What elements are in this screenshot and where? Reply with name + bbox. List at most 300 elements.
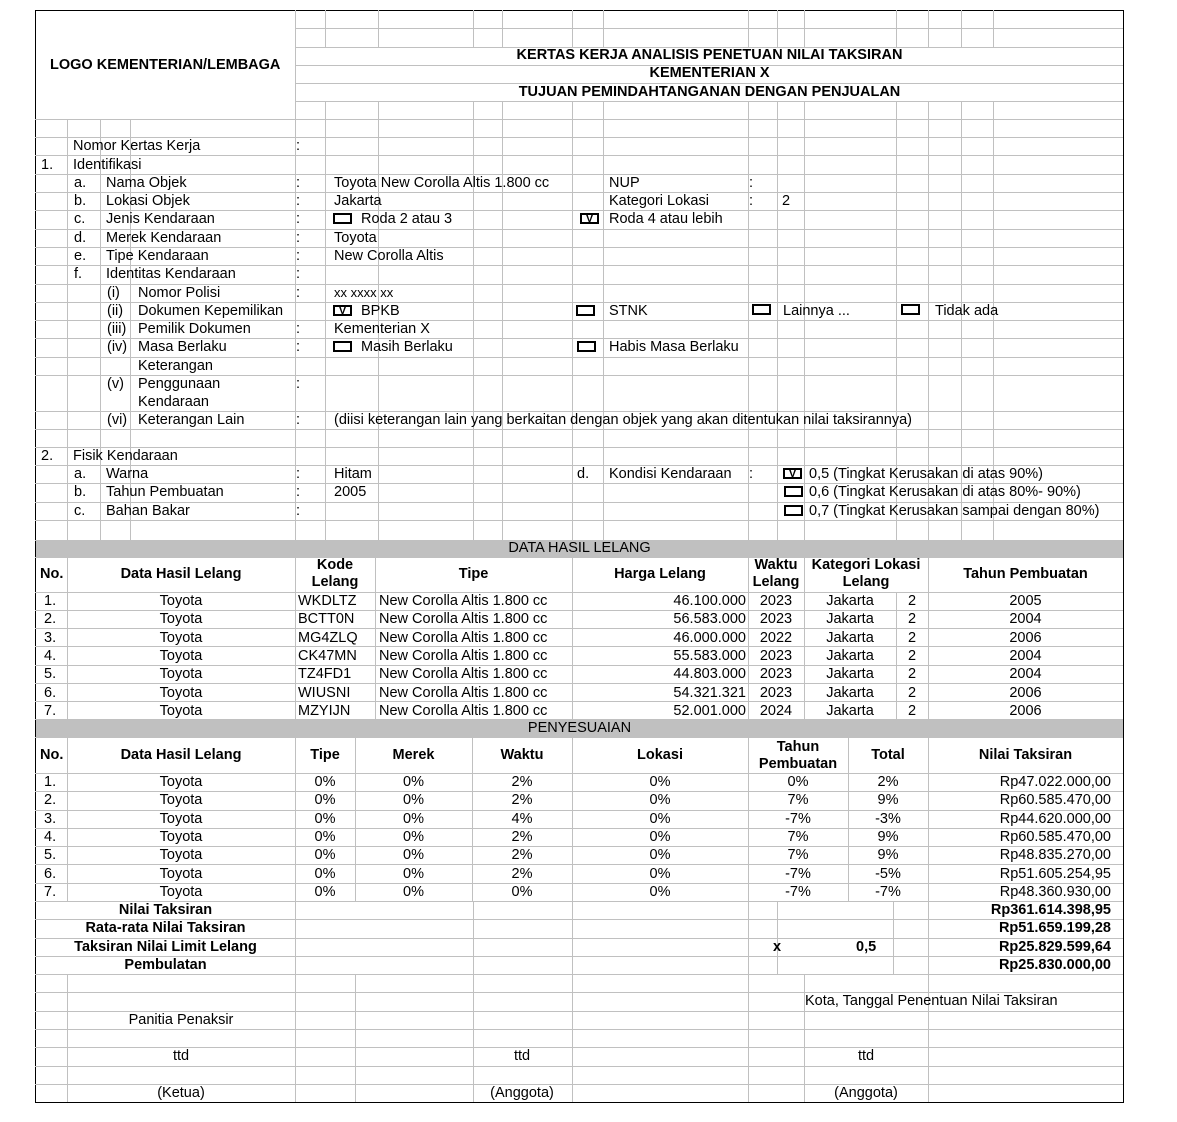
roman-ii: (ii) xyxy=(107,303,124,319)
header-nilai-taksiran: Nilai Taksiran xyxy=(978,747,1073,763)
grid-vline xyxy=(777,101,778,119)
row-merek: 0% xyxy=(403,792,424,809)
header-no: No. xyxy=(40,747,64,763)
document-subtitle-purpose: TUJUAN PEMINDAHTANGANAN DENGAN PENJUALAN xyxy=(518,84,901,100)
penggunaan-kendaraan-value[interactable] xyxy=(334,375,594,393)
place-and-date: Kota, Tanggal Penentuan Nilai Taksiran xyxy=(805,993,1058,1009)
checkbox-roda-4-atau-lebih[interactable]: V xyxy=(580,213,599,224)
row-tahun-pembuatan: 7% xyxy=(787,828,809,845)
row-waktu: 2% xyxy=(511,792,533,809)
row-kode-lelang: CK47MN xyxy=(298,647,357,664)
grid-hline xyxy=(35,974,1123,975)
row-tipe: 0% xyxy=(314,865,336,882)
kondisi-0-6-label: 0,6 (Tingkat Kerusakan di atas 80%- 90%) xyxy=(809,484,1081,500)
grid-vline xyxy=(893,901,894,974)
summary-nilai-taksiran-value: Rp361.614.398,95 xyxy=(990,902,1111,918)
row-data-hasil-lelang: Toyota xyxy=(159,828,203,845)
penggunaan-kendaraan-label: Penggunaan xyxy=(138,376,221,392)
header-kode-lelang-line1: Kode xyxy=(316,557,354,573)
letter-d: d. xyxy=(577,466,590,482)
warna-label: Warna xyxy=(106,466,149,482)
header-tipe: Tipe xyxy=(310,747,340,763)
checkbox-roda-2-atau-3[interactable] xyxy=(333,213,352,224)
row-waktu: 0% xyxy=(511,883,533,900)
row-number: 6. xyxy=(44,684,57,701)
grid-vline xyxy=(67,974,68,1102)
row-merek: 0% xyxy=(403,810,424,827)
row-data-hasil-lelang: Toyota xyxy=(159,774,203,790)
tahun-pembuatan-value[interactable]: 2005 xyxy=(334,484,367,500)
row-total: 2% xyxy=(877,774,899,790)
row-tipe: 0% xyxy=(314,792,336,809)
row-tipe: 0% xyxy=(314,828,336,845)
row-lokasi-lelang: Jakarta xyxy=(826,684,874,701)
merek-kendaraan-value[interactable]: Toyota xyxy=(334,230,377,246)
header-no: No. xyxy=(40,566,64,582)
kategori-lokasi-label: Kategori Lokasi xyxy=(609,193,709,209)
roda-2-atau-3-label: Roda 2 atau 3 xyxy=(361,211,453,227)
colon: : xyxy=(296,230,301,246)
row-number: 6. xyxy=(44,865,57,882)
colon: : xyxy=(296,412,301,428)
row-lokasi-lelang: Jakarta xyxy=(826,647,874,664)
nomor-polisi-value[interactable]: xx xxxx xx xyxy=(334,285,394,300)
kondisi-0-7-label: 0,7 (Tingkat Kerusakan sampai dengan 80%) xyxy=(809,503,1100,519)
fisik-kendaraan-heading: Fisik Kendaraan xyxy=(73,448,178,464)
logo-placeholder: LOGO KEMENTERIAN/LEMBAGA xyxy=(50,57,281,73)
row-lokasi: 0% xyxy=(649,774,671,790)
tahun-pembuatan-label: Tahun Pembuatan xyxy=(106,484,224,500)
letter-b: b. xyxy=(74,484,87,500)
grid-vline xyxy=(295,974,296,1102)
roman-iv: (iv) xyxy=(107,339,128,355)
row-tipe: New Corolla Altis 1.800 cc xyxy=(379,647,548,664)
checkbox-tidak-ada[interactable] xyxy=(901,304,920,315)
lainnya-label: Lainnya ... xyxy=(783,303,850,319)
colon: : xyxy=(749,175,754,191)
letter-a: a. xyxy=(74,175,87,191)
kondisi-0-5-label: 0,5 (Tingkat Kerusakan di atas 90%) xyxy=(809,466,1044,482)
colon: : xyxy=(296,193,301,209)
row-data-hasil-lelang: Toyota xyxy=(159,847,203,864)
nomor-kertas-kerja-label: Nomor Kertas Kerja xyxy=(73,138,201,154)
header-waktu-lelang-line1: Waktu xyxy=(754,557,798,573)
row-tipe: 0% xyxy=(314,774,336,790)
tipe-kendaraan-label: Tipe Kendaraan xyxy=(106,248,209,264)
row-number: 3. xyxy=(44,629,57,646)
row-total: -3% xyxy=(875,810,901,827)
row-kode-lelang: MG4ZLQ xyxy=(298,629,358,646)
row-number: 1. xyxy=(44,593,57,609)
row-waktu: 2% xyxy=(511,774,533,790)
grid-vline xyxy=(572,974,573,1102)
nup-value[interactable] xyxy=(782,174,882,192)
masih-berlaku-label: Masih Berlaku xyxy=(361,339,453,355)
lokasi-objek-label: Lokasi Objek xyxy=(106,193,190,209)
row-number: 4. xyxy=(44,828,57,845)
header-tahun-pembuatan-line2: Pembuatan xyxy=(758,756,838,772)
dokumen-kepemilikan-label: Dokumen Kepemilikan xyxy=(138,303,284,319)
grid-hline xyxy=(295,28,1123,29)
grid-hline xyxy=(35,174,1123,175)
summary-limit-lelang-value: Rp25.829.599,64 xyxy=(998,939,1111,955)
masa-berlaku-keterangan-label: Keterangan xyxy=(138,358,213,374)
grid-vline xyxy=(896,101,897,119)
row-total: -7% xyxy=(875,883,901,900)
row-tipe: New Corolla Altis 1.800 cc xyxy=(379,593,548,609)
roman-vi: (vi) xyxy=(107,412,128,428)
row-number: 2. xyxy=(44,611,57,628)
row-tipe: New Corolla Altis 1.800 cc xyxy=(379,666,548,683)
row-waktu: 2% xyxy=(511,865,533,882)
checkbox-kondisi-0-5[interactable]: V xyxy=(783,468,802,479)
lokasi-objek-value[interactable]: Jakarta xyxy=(334,193,382,209)
row-tahun-pembuatan: -7% xyxy=(785,810,811,827)
row-lokasi: 0% xyxy=(649,865,671,882)
row-kategori-lokasi: 2 xyxy=(907,593,917,609)
grid-vline xyxy=(572,119,573,540)
colon: : xyxy=(296,248,301,264)
row-kategori-lokasi: 2 xyxy=(907,629,917,646)
letter-b: b. xyxy=(74,193,87,209)
row-nilai-taksiran: Rp51.605.254,95 xyxy=(999,865,1111,882)
row-number: 5. xyxy=(44,666,57,683)
header-tahun-pembuatan-line1: Tahun xyxy=(776,739,820,755)
row-tipe: 0% xyxy=(314,847,336,864)
row-merek: 0% xyxy=(403,847,424,864)
letter-f: f. xyxy=(74,266,83,282)
summary-multiply-operator: x xyxy=(773,939,782,955)
row-kode-lelang: TZ4FD1 xyxy=(298,666,352,683)
row-merek: 0% xyxy=(403,774,424,790)
row-kategori-lokasi: 2 xyxy=(907,647,917,664)
pemilik-dokumen-value[interactable]: Kementerian X xyxy=(334,321,430,337)
masa-berlaku-label: Masa Berlaku xyxy=(138,339,227,355)
signature-anggota-2[interactable]: ttd xyxy=(857,1048,875,1064)
colon: : xyxy=(296,376,301,392)
row-lokasi-lelang: Jakarta xyxy=(826,629,874,646)
grid-vline xyxy=(473,974,474,1102)
header-kategori-lokasi-line1: Kategori Lokasi xyxy=(811,557,921,573)
grid-hline xyxy=(35,1102,1124,1103)
signature-anggota-1[interactable]: ttd xyxy=(513,1048,531,1064)
row-lokasi: 0% xyxy=(649,828,671,845)
row-tahun-pembuatan: 2004 xyxy=(1009,611,1042,628)
row-nilai-taksiran: Rp60.585.470,00 xyxy=(999,792,1111,809)
row-data-hasil-lelang: Toyota xyxy=(159,810,203,827)
row-lokasi-lelang: Jakarta xyxy=(826,702,874,719)
row-data-hasil-lelang: Toyota xyxy=(159,684,203,701)
row-waktu-lelang: 2022 xyxy=(759,629,793,646)
row-waktu-lelang: 2023 xyxy=(759,593,793,609)
row-kode-lelang: WIUSNI xyxy=(298,684,351,701)
row-tahun-pembuatan: 2006 xyxy=(1009,684,1042,701)
header-data-hasil-lelang: Data Hasil Lelang xyxy=(120,566,242,582)
document-title: KERTAS KERJA ANALISIS PENETUAN NILAI TAKSIRAN xyxy=(516,47,903,63)
grid-hline xyxy=(35,155,1123,156)
nama-objek-label: Nama Objek xyxy=(106,175,187,191)
nomor-polisi-label: Nomor Polisi xyxy=(138,285,221,301)
row-kode-lelang: MZYIJN xyxy=(298,702,351,719)
grid-vline xyxy=(961,101,962,119)
grid-hline xyxy=(35,192,1123,193)
row-waktu-lelang: 2023 xyxy=(759,666,793,683)
grid-vline xyxy=(748,974,749,1102)
grid-vline xyxy=(928,101,929,119)
row-nilai-taksiran: Rp44.620.000,00 xyxy=(999,810,1111,827)
bpkb-label: BPKB xyxy=(361,303,400,319)
summary-limit-lelang-label: Taksiran Nilai Limit Lelang xyxy=(74,939,257,955)
row-tipe: 0% xyxy=(314,883,336,900)
checkbox-stnk[interactable] xyxy=(576,305,595,316)
grid-vline xyxy=(603,119,604,540)
roda-4-atau-lebih-label: Roda 4 atau lebih xyxy=(609,211,723,227)
row-kategori-lokasi: 2 xyxy=(907,611,917,628)
row-nilai-taksiran: Rp60.585.470,00 xyxy=(999,828,1111,845)
colon: : xyxy=(296,138,301,154)
grid-vline xyxy=(502,101,503,119)
row-lokasi: 0% xyxy=(649,883,671,900)
row-harga-lelang: 46.000.000 xyxy=(673,629,746,646)
stnk-label: STNK xyxy=(609,303,648,319)
roman-v: (v) xyxy=(107,376,124,392)
row-tahun-pembuatan: 2006 xyxy=(1009,629,1042,646)
checkbox-lainnya[interactable] xyxy=(752,304,771,315)
letter-c: c. xyxy=(74,211,86,227)
row-lokasi: 0% xyxy=(649,847,671,864)
row-tahun-pembuatan: -7% xyxy=(785,865,811,882)
row-merek: 0% xyxy=(403,865,424,882)
row-data-hasil-lelang: Toyota xyxy=(159,883,203,900)
row-data-hasil-lelang: Toyota xyxy=(159,611,203,628)
row-tipe: New Corolla Altis 1.800 cc xyxy=(379,611,548,628)
row-waktu-lelang: 2024 xyxy=(759,702,793,719)
row-harga-lelang: 55.583.000 xyxy=(673,647,746,664)
header-waktu: Waktu xyxy=(500,747,544,763)
summary-rata-rata-label: Rata-rata Nilai Taksiran xyxy=(85,920,246,936)
row-waktu: 2% xyxy=(511,847,533,864)
grid-vline xyxy=(473,901,474,974)
row-data-hasil-lelang: Toyota xyxy=(159,629,203,646)
merek-kendaraan-label: Merek Kendaraan xyxy=(106,230,222,246)
row-total: 9% xyxy=(877,828,899,845)
keterangan-lain-label: Keterangan Lain xyxy=(138,412,245,428)
colon: : xyxy=(296,466,301,482)
row-total: 9% xyxy=(877,847,899,864)
grid-vline xyxy=(777,119,778,540)
committee-label: Panitia Penaksir xyxy=(128,1012,234,1028)
row-total: -5% xyxy=(875,865,901,882)
row-harga-lelang: 54.321.321 xyxy=(673,684,746,701)
row-tipe: New Corolla Altis 1.800 cc xyxy=(379,702,548,719)
bahan-bakar-value[interactable] xyxy=(334,502,564,520)
checkbox-kondisi-0-7[interactable] xyxy=(784,505,803,516)
grid-vline xyxy=(378,101,379,119)
row-harga-lelang: 44.803.000 xyxy=(673,666,746,683)
grid-vline xyxy=(993,101,994,119)
row-tahun-pembuatan: -7% xyxy=(785,883,811,900)
role-ketua: (Ketua) xyxy=(157,1085,205,1101)
pemilik-dokumen-label: Pemilik Dokumen xyxy=(138,321,251,337)
role-anggota-2: (Anggota) xyxy=(834,1085,898,1101)
header-waktu-lelang-line2: Lelang xyxy=(752,574,800,590)
roman-iii: (iii) xyxy=(107,321,127,337)
row-tahun-pembuatan: 7% xyxy=(787,847,809,864)
grid-vline xyxy=(325,101,326,119)
row-kategori-lokasi: 2 xyxy=(907,666,917,683)
row-tahun-pembuatan: 2004 xyxy=(1009,666,1042,683)
row-data-hasil-lelang: Toyota xyxy=(159,666,203,683)
section-number-1: 1. xyxy=(41,157,54,173)
row-tipe: 0% xyxy=(314,810,336,827)
colon: : xyxy=(296,285,301,301)
row-number: 5. xyxy=(44,847,57,864)
grid-hline xyxy=(35,447,1123,448)
row-lokasi-lelang: Jakarta xyxy=(826,593,874,609)
penggunaan-kendaraan-label-line2: Kendaraan xyxy=(138,394,209,410)
role-anggota-1: (Anggota) xyxy=(490,1085,554,1101)
grid-vline xyxy=(67,119,68,540)
signature-ketua[interactable]: ttd xyxy=(172,1048,190,1064)
identitas-kendaraan-label: Identitas Kendaraan xyxy=(106,266,236,282)
row-waktu: 4% xyxy=(511,810,533,827)
row-merek: 0% xyxy=(403,828,424,845)
colon: : xyxy=(749,466,754,482)
grid-hline xyxy=(35,1066,1123,1067)
tipe-kendaraan-value[interactable]: New Corolla Altis xyxy=(334,248,444,264)
keterangan-lain-value[interactable]: (diisi keterangan lain yang berkaitan dengan objek yang akan ditentukan nilai taksirannya) xyxy=(334,412,912,428)
colon: : xyxy=(749,193,754,209)
row-tahun-pembuatan: 2004 xyxy=(1009,647,1042,664)
summary-limit-factor: 0,5 xyxy=(856,939,877,955)
header-kategori-lokasi-line2: Lelang xyxy=(842,574,890,590)
row-nilai-taksiran: Rp48.360.930,00 xyxy=(999,883,1111,900)
grid-vline xyxy=(572,901,573,974)
roman-i: (i) xyxy=(107,285,120,301)
row-data-hasil-lelang: Toyota xyxy=(159,865,203,882)
grid-hline xyxy=(35,429,1123,430)
habis-masa-berlaku-label: Habis Masa Berlaku xyxy=(609,339,739,355)
grid-hline xyxy=(35,737,1123,738)
grid-vline xyxy=(603,101,604,119)
checkbox-habis-masa-berlaku[interactable] xyxy=(577,341,596,352)
summary-pembulatan-value: Rp25.830.000,00 xyxy=(998,957,1111,973)
row-number: 3. xyxy=(44,810,57,827)
row-tahun-pembuatan: 7% xyxy=(787,792,809,809)
row-waktu: 2% xyxy=(511,828,533,845)
warna-value[interactable]: Hitam xyxy=(334,466,372,482)
letter-c: c. xyxy=(74,503,86,519)
grid-hline xyxy=(35,520,1123,521)
header-total: Total xyxy=(871,747,905,763)
row-lokasi: 0% xyxy=(649,810,671,827)
row-number: 2. xyxy=(44,792,57,809)
row-kategori-lokasi: 2 xyxy=(907,684,917,701)
colon: : xyxy=(296,211,301,227)
bahan-bakar-label: Bahan Bakar xyxy=(106,503,190,519)
grid-vline xyxy=(473,101,474,119)
row-data-hasil-lelang: Toyota xyxy=(159,593,203,609)
row-tipe: New Corolla Altis 1.800 cc xyxy=(379,629,548,646)
colon: : xyxy=(296,266,301,282)
grid-vline xyxy=(100,119,101,540)
row-nilai-taksiran: Rp47.022.000,00 xyxy=(999,774,1111,790)
row-number: 4. xyxy=(44,647,57,664)
header-tahun-pembuatan: Tahun Pembuatan xyxy=(963,566,1088,582)
row-tipe: New Corolla Altis 1.800 cc xyxy=(379,684,548,701)
grid-vline xyxy=(572,101,573,119)
grid-hline xyxy=(35,1029,1123,1030)
colon: : xyxy=(296,175,301,191)
summary-nilai-taksiran-label: Nilai Taksiran xyxy=(118,902,213,918)
grid-vline xyxy=(748,901,749,974)
row-harga-lelang: 46.100.000 xyxy=(673,593,746,609)
document-subtitle-ministry: KEMENTERIAN X xyxy=(649,65,770,81)
colon: : xyxy=(296,339,301,355)
row-number: 7. xyxy=(44,702,57,719)
row-tahun-pembuatan: 2006 xyxy=(1009,702,1042,719)
row-data-hasil-lelang: Toyota xyxy=(159,702,203,719)
grid-vline xyxy=(804,101,805,119)
grid-vline xyxy=(748,101,749,119)
section-number-2: 2. xyxy=(41,448,54,464)
row-data-hasil-lelang: Toyota xyxy=(159,647,203,664)
row-waktu-lelang: 2023 xyxy=(759,647,793,664)
row-total: 9% xyxy=(877,792,899,809)
letter-e: e. xyxy=(74,248,87,264)
colon: : xyxy=(296,321,301,337)
kategori-lokasi-value[interactable]: 2 xyxy=(782,193,791,209)
nomor-kertas-kerja-value[interactable] xyxy=(334,137,594,155)
header-lokasi: Lokasi xyxy=(637,747,683,763)
colon: : xyxy=(296,503,301,519)
identifikasi-heading: Identifikasi xyxy=(73,157,142,173)
checkbox-kondisi-0-6[interactable] xyxy=(784,486,803,497)
row-lokasi-lelang: Jakarta xyxy=(826,666,874,683)
row-harga-lelang: 56.583.000 xyxy=(673,611,746,628)
grid-vline xyxy=(325,119,326,540)
data-hasil-lelang-title: DATA HASIL LELANG xyxy=(508,540,651,556)
grid-hline xyxy=(295,101,1123,102)
jenis-kendaraan-label: Jenis Kendaraan xyxy=(106,211,215,227)
checkbox-masih-berlaku[interactable] xyxy=(333,341,352,352)
summary-rata-rata-value: Rp51.659.199,28 xyxy=(998,920,1111,936)
header-harga-lelang: Harga Lelang xyxy=(614,566,706,582)
header-merek: Merek xyxy=(392,747,435,763)
row-number: 1. xyxy=(44,774,57,790)
checkbox-bpkb[interactable]: V xyxy=(333,305,352,316)
row-lokasi: 0% xyxy=(649,792,671,809)
row-data-hasil-lelang: Toyota xyxy=(159,792,203,809)
row-kode-lelang: WKDLTZ xyxy=(298,593,357,609)
row-tahun-pembuatan: 2005 xyxy=(1009,593,1042,609)
letter-d: d. xyxy=(74,230,87,246)
grid-vline xyxy=(295,901,296,974)
grid-vline xyxy=(355,974,356,1102)
header-tipe: Tipe xyxy=(458,566,489,582)
row-number: 7. xyxy=(44,883,57,900)
row-lokasi-lelang: Jakarta xyxy=(826,611,874,628)
row-merek: 0% xyxy=(403,883,424,900)
nama-objek-value[interactable]: Toyota New Corolla Altis 1.800 cc xyxy=(334,175,550,191)
letter-a: a. xyxy=(74,466,87,482)
row-waktu-lelang: 2023 xyxy=(759,684,793,701)
colon: : xyxy=(296,484,301,500)
tidak-ada-label: Tidak ada xyxy=(935,303,999,319)
penyesuaian-title: PENYESUAIAN xyxy=(527,720,632,736)
row-harga-lelang: 52.001.000 xyxy=(673,702,746,719)
row-waktu-lelang: 2023 xyxy=(759,611,793,628)
